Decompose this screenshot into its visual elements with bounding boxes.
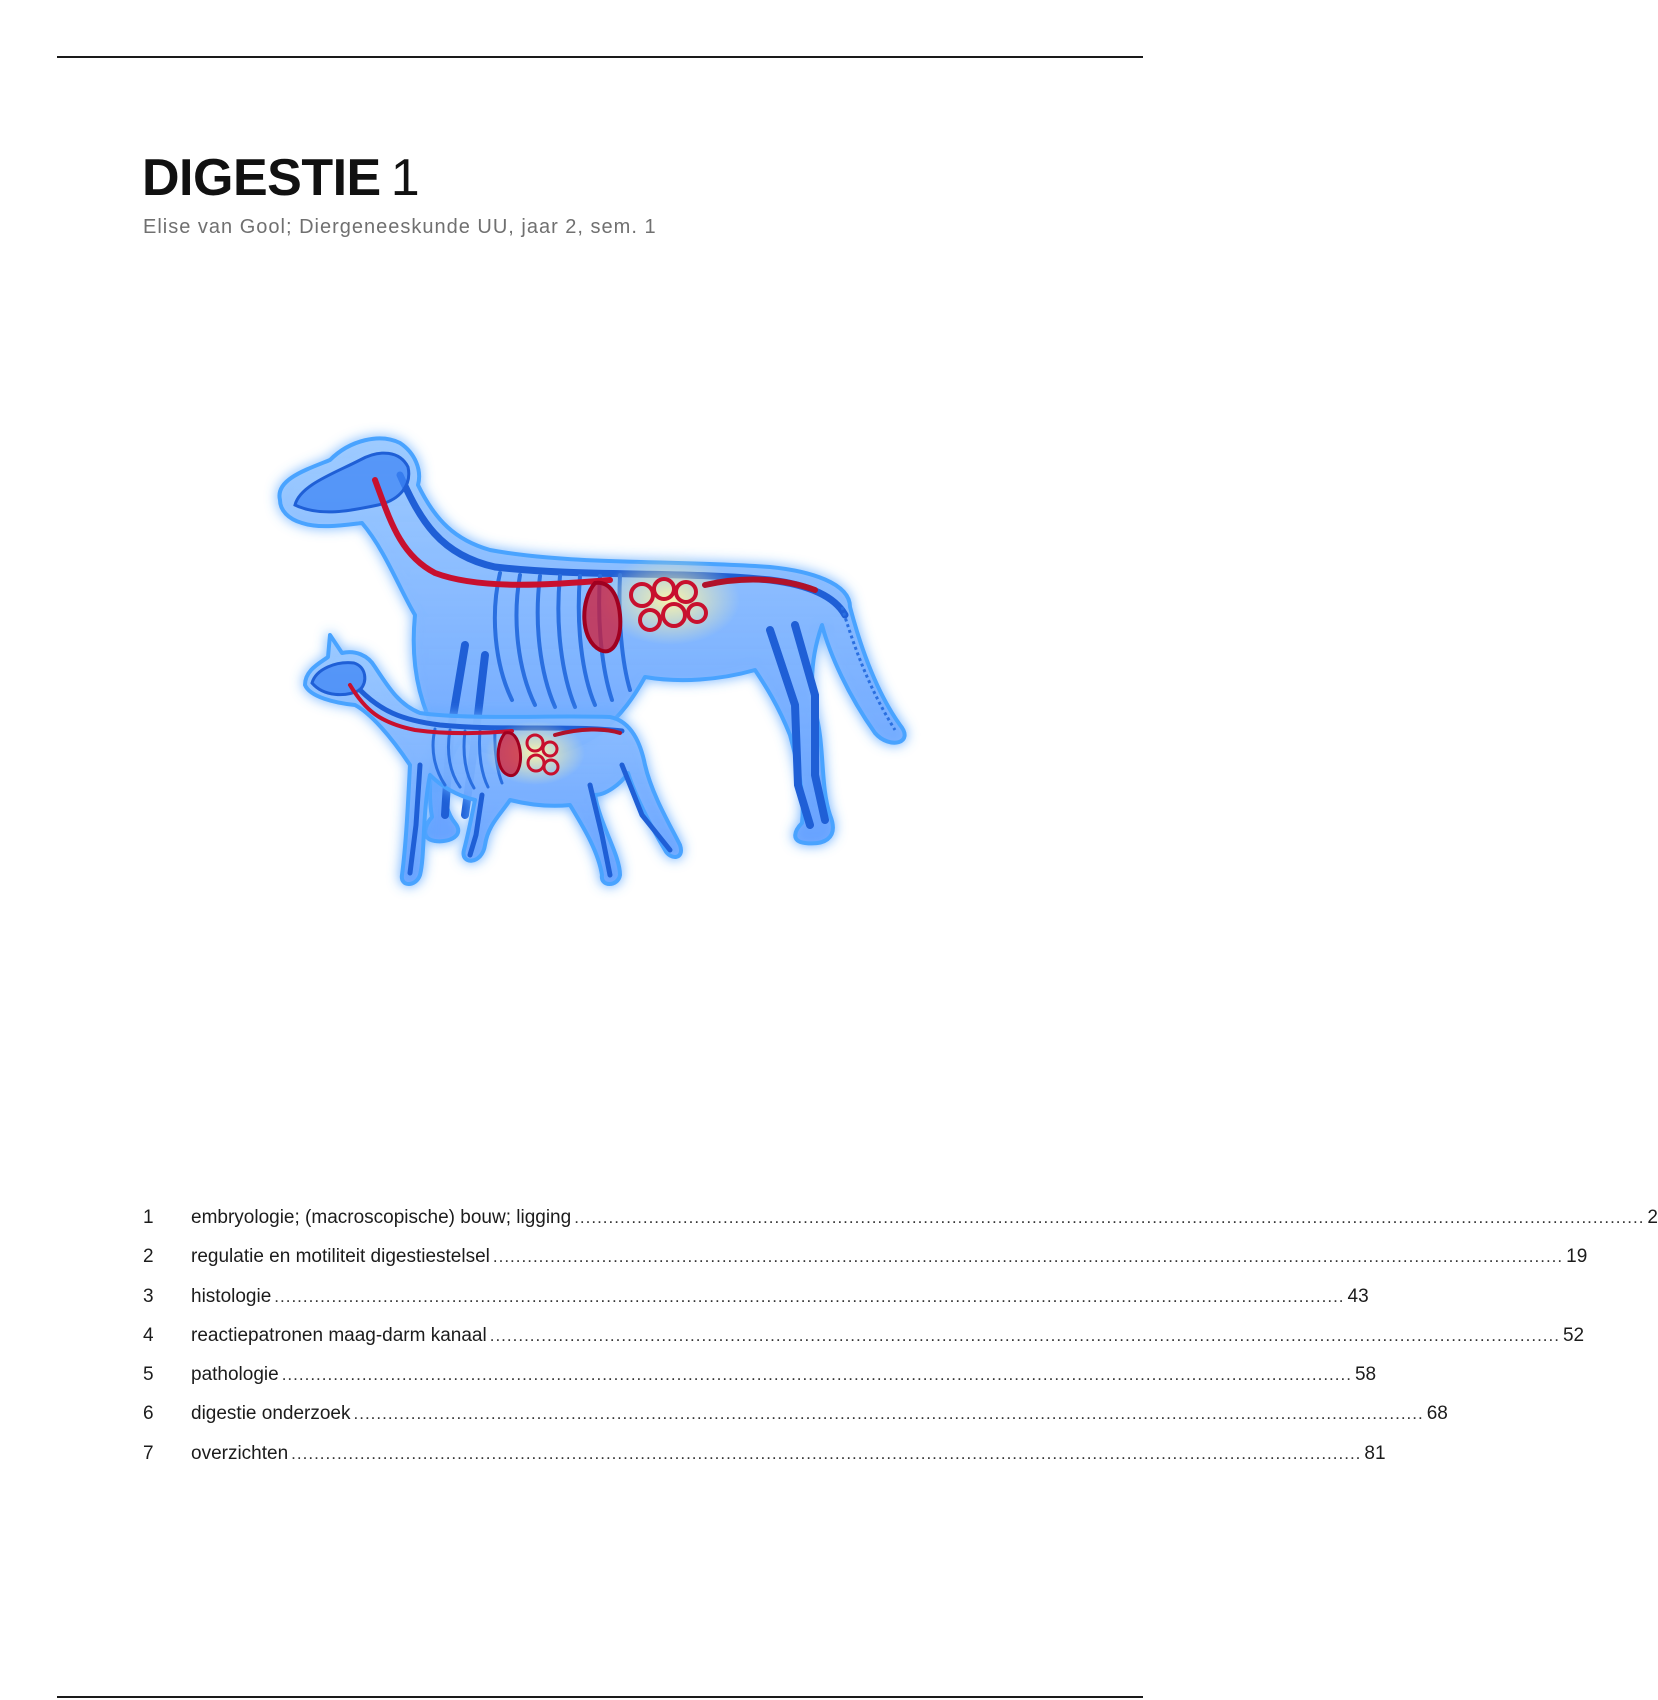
- header-rule: [57, 56, 1143, 58]
- title-text: DIGESTIE: [142, 149, 381, 207]
- toc-entry[interactable]: [143, 1364, 1377, 1403]
- toc-title[interactable]: overzichten: [191, 1442, 289, 1464]
- toc-page: 19: [1566, 1246, 1588, 1268]
- toc-entry[interactable]: [143, 1442, 1386, 1482]
- footer-rule: [57, 1696, 1143, 1698]
- toc-title[interactable]: reactiepatronen maag-darm kanaal: [191, 1324, 487, 1346]
- toc-number: 7: [143, 1442, 154, 1464]
- toc-page: 43: [1347, 1285, 1369, 1307]
- document-title: [142, 150, 419, 206]
- toc-leader: ...........................................................................................................................................................................................: [489, 1325, 1560, 1345]
- toc-page: 58: [1354, 1364, 1377, 1386]
- toc-title[interactable]: embryologie; (macroscopische) bouw; ligging: [191, 1207, 572, 1228]
- toc-entry[interactable]: [143, 1324, 1585, 1364]
- toc-number: 5: [143, 1364, 154, 1386]
- toc-entry[interactable]: [143, 1403, 1448, 1442]
- toc-leader: ...........................................................................................................................................................................................: [574, 1208, 1645, 1227]
- toc-leader: ...........................................................................................................................................................................................: [492, 1247, 1564, 1267]
- toc-page: 81: [1364, 1442, 1386, 1464]
- toc-number: 6: [143, 1403, 154, 1425]
- document-subtitle: Elise van Gool; Diergeneeskunde UU, jaar 2, sem. 1: [143, 216, 657, 238]
- toc-title[interactable]: pathologie: [191, 1364, 279, 1386]
- toc-number: 2: [143, 1246, 154, 1268]
- toc-leader: ...........................................................................................................................................................................................: [281, 1365, 1352, 1385]
- toc-number: 1: [143, 1207, 154, 1228]
- toc-entry[interactable]: [143, 1285, 1369, 1325]
- toc-page: 68: [1426, 1403, 1448, 1425]
- toc-number: 4: [143, 1324, 154, 1346]
- toc-page: 52: [1562, 1324, 1585, 1346]
- toc-title[interactable]: regulatie en motiliteit digestiestelsel: [191, 1246, 490, 1268]
- anatomy-illustration: [250, 345, 950, 1045]
- toc-title[interactable]: histologie: [191, 1285, 272, 1307]
- toc-leader: ...........................................................................................................................................................................................: [274, 1286, 1345, 1306]
- toc-number: 3: [143, 1285, 154, 1307]
- toc-leader: ...........................................................................................................................................................................................: [353, 1404, 1424, 1424]
- toc-entry[interactable]: [143, 1207, 1658, 1246]
- table-of-contents: [143, 1207, 1658, 1482]
- toc-entry[interactable]: [143, 1246, 1588, 1285]
- toc-leader: ...........................................................................................................................................................................................: [291, 1443, 1362, 1463]
- toc-title[interactable]: digestie onderzoek: [191, 1403, 351, 1425]
- title-number: 1: [390, 149, 420, 207]
- toc-page: 2: [1647, 1207, 1658, 1228]
